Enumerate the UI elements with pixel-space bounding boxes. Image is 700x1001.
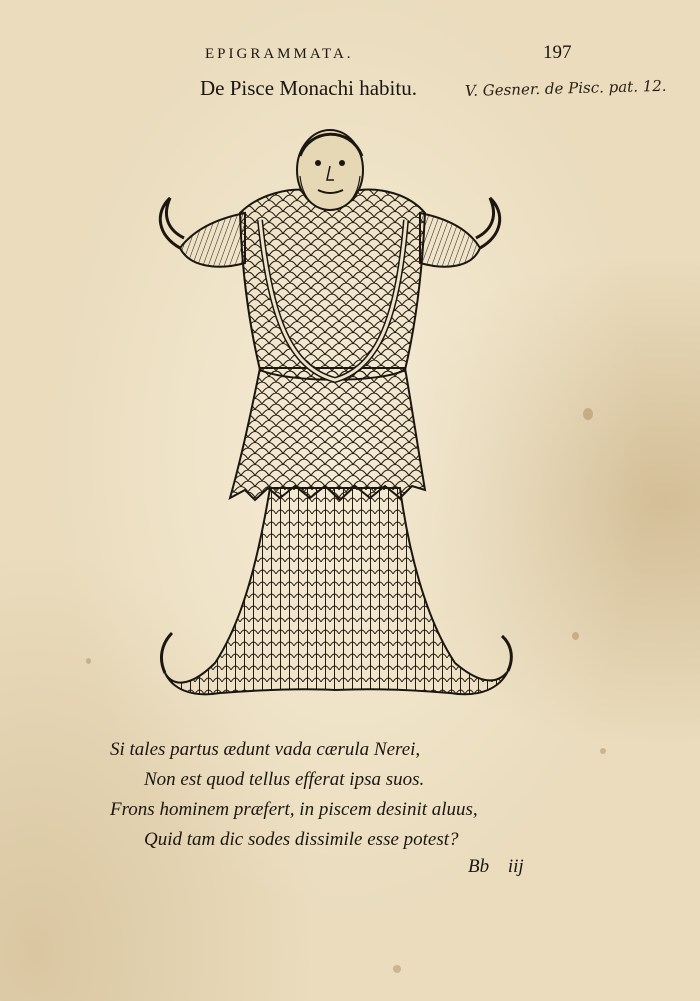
page-title: De Pisce Monachi habitu.	[200, 76, 417, 100]
verse-line: Frons hominem præfert, in piscem desinit aluus,	[110, 799, 478, 820]
foxing-stain	[86, 658, 91, 664]
foxing-stain	[393, 965, 401, 973]
running-head: EPIGRAMMATA.	[205, 46, 354, 62]
signature-mark: Bb iij	[468, 856, 524, 877]
handwritten-marginal-note: V. Gesner. de Pisc. pat. 12.	[464, 76, 667, 100]
page-number: 197	[543, 42, 572, 63]
monk-fish-icon	[150, 118, 520, 708]
foxing-stain	[583, 408, 593, 420]
verse-line: Quid tam dic sodes dissimile esse potest?	[144, 829, 459, 850]
verse-line: Si tales partus ædunt vada cærula Nerei,	[110, 739, 421, 760]
foxing-stain	[572, 632, 579, 640]
verse-line: Non est quod tellus efferat ipsa suos.	[144, 769, 425, 790]
monk-fish-woodcut	[150, 118, 520, 708]
foxing-stain	[600, 748, 606, 754]
epigram-verse	[110, 735, 590, 855]
